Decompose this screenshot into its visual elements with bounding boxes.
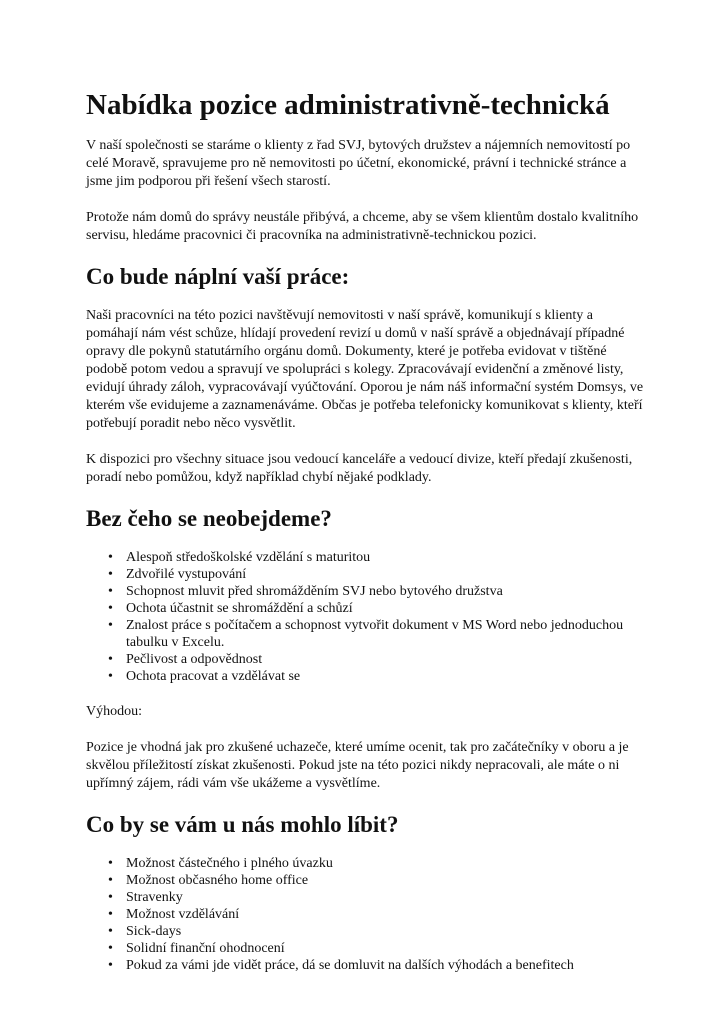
list-item: • Schopnost mluvit před shromážděním SVJ nebo bytového družstva (126, 583, 646, 600)
duties-paragraph-1: Naši pracovníci na této pozici navštěvují nemovitosti v naší správě, komunikují s klienty a pomáhají nám vést schůze, hlídají provedení revizí u domů v naší správě a objednávají případné opravy dle pokynů statutárního orgánu domů. Dokumenty, které je potřeba evidovat v tištěné podobě potom vedou a spravují ve spolupráci s kolegy. Zpracovávají evidenční a změnové listy, evidují úhrady záloh, vypracovávají vyúčtování. Oporou je nám náš informační systém Domsys, ve kterém vše evidujeme a zaznamenáváme. Občas je potřeba telefonicky komunikovat s klienty, kteří potřebují poradit nebo něco vysvětlit. (86, 308, 644, 431)
advantage-label: Výhodou: (86, 704, 142, 719)
list-item: • Možnost částečného i plného úvazku (126, 855, 646, 872)
list-item: • Stravenky (126, 889, 646, 906)
list-item: • Možnost vzdělávání (126, 906, 646, 923)
suitability-paragraph: Pozice je vhodná jak pro zkušené uchazeče, které umíme ocenit, tak pro začátečníky v oboru a je skvělou příležitostí získat zkušenosti. Pokud jste na této pozici nikdy nepracovali, ale máte o ni upřímný zájem, rádi vám vše ukážeme a vysvětlíme. (86, 740, 629, 791)
list-item: • Ochota účastnit se shromáždění a schůzí (126, 600, 646, 617)
list-item: • Sick-days (126, 923, 646, 940)
section-heading-duties: Co bude náplní vaší práce: (86, 264, 350, 289)
intro-paragraph-1: V naší společnosti se staráme o klienty z řad SVJ, bytových družstev a nájemních nemovitostí po celé Moravě, spravujeme pro ně nemovitosti po účetní, ekonomické, právní i technické stránce a jsme jim podporou při řešení všech starostí. (86, 138, 631, 189)
benefits-list (86, 855, 646, 974)
list-item: • Pečlivost a odpovědnost (126, 651, 646, 668)
list-item: • Alespoň středoškolské vzdělání s maturitou (126, 549, 646, 566)
document-title: Nabídka pozice administrativně-technická (86, 89, 610, 121)
document-page (86, 88, 646, 992)
requirements-list (86, 549, 646, 685)
list-item: • Ochota pracovat a vzdělávat se (126, 668, 646, 685)
list-item: • Solidní finanční ohodnocení (126, 940, 646, 957)
intro-paragraph-2: Protože nám domů do správy neustále přibývá, a chceme, aby se všem klientům dostalo kvalitního servisu, hledáme pracovnici či pracovníka na administrativně-technickou pozici. (86, 210, 639, 243)
list-item: • Možnost občasného home office (126, 872, 646, 889)
section-heading-benefits: Co by se vám u nás mohlo líbit? (86, 812, 399, 837)
list-item: • Zdvořilé vystupování (126, 566, 646, 583)
list-item: • Znalost práce s počítačem a schopnost vytvořit dokument v MS Word nebo jednoduchou tabulku v Excelu. (126, 617, 646, 651)
section-heading-requirements: Bez čeho se neobejdeme? (86, 506, 332, 531)
list-item: • Pokud za vámi jde vidět práce, dá se domluvit na dalších výhodách a benefitech (126, 957, 646, 974)
duties-paragraph-2: K dispozici pro všechny situace jsou vedoucí kanceláře a vedoucí divize, kteří předají zkušenosti, poradí nebo pomůžou, když například chybí nějaké podklady. (86, 452, 633, 485)
